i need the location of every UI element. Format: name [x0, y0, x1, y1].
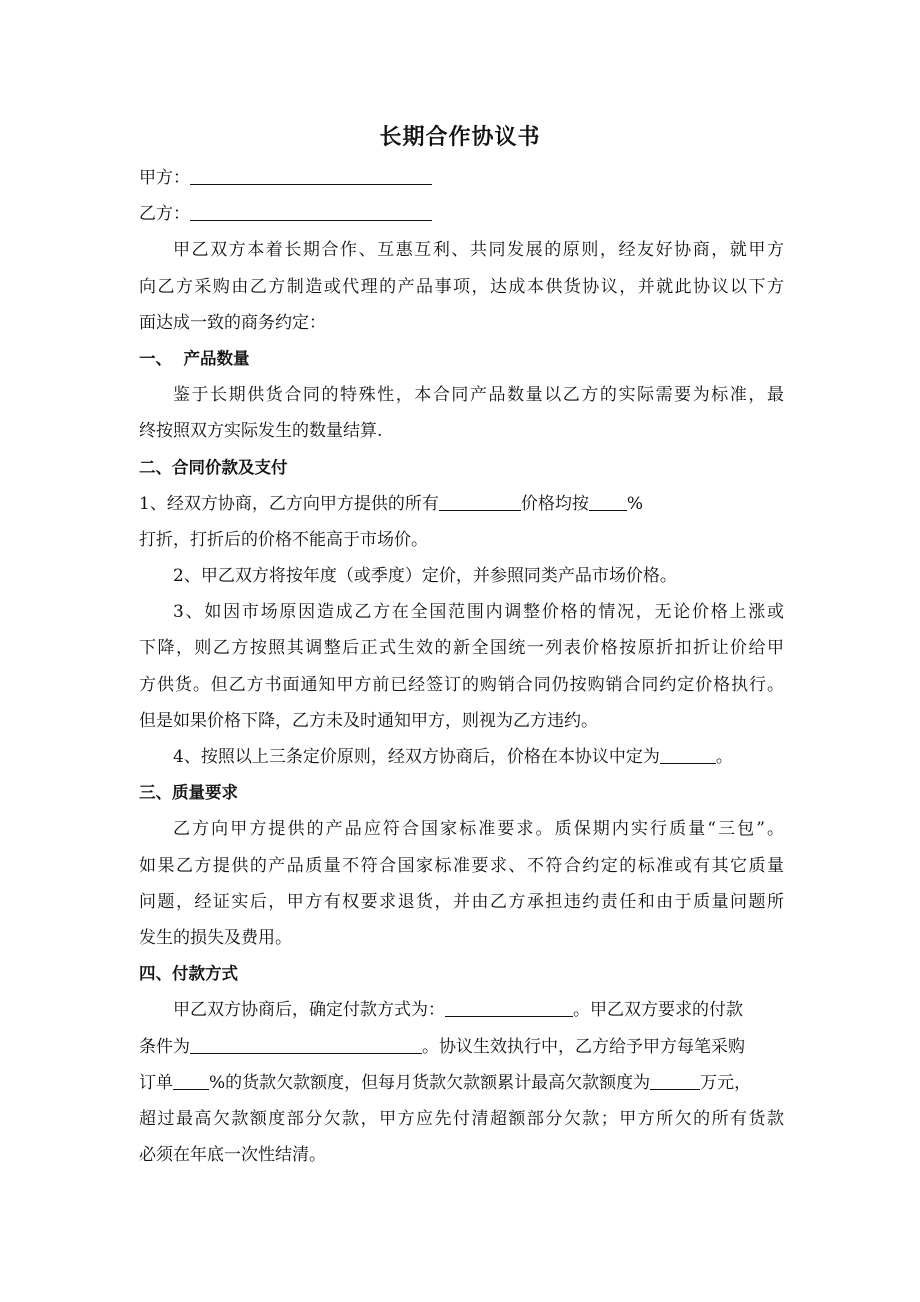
clause-text: %的货款欠款额度，但每月货款欠款额累计最高欠款额度为 [209, 1072, 651, 1093]
clause-text: 。甲乙双方要求的付款 [573, 1000, 743, 1021]
document-title: 长期合作协议书 [379, 125, 541, 150]
payment-line-5: 必须在年底一次性结清。 [139, 1145, 326, 1166]
discount-blank[interactable] [589, 488, 627, 511]
payment-line-2 [139, 1029, 784, 1065]
section-heading-price: 二、合同价款及支付 [139, 457, 288, 477]
price-clause-1 [139, 486, 784, 522]
party-a-blank[interactable] [190, 162, 432, 185]
intro-line: 面达成一致的商务约定： [139, 312, 326, 333]
max-credit-blank[interactable] [650, 1067, 700, 1090]
intro-line: 甲乙双方本着长期合作、互惠互利、共同发展的原则，经友好协商，就甲方 [173, 240, 784, 261]
clause-text: 。 [715, 747, 733, 767]
document-body [139, 160, 784, 1173]
credit-percent-blank[interactable] [173, 1067, 209, 1090]
paragraph-line: 终按照双方实际发生的数量结算. [139, 421, 383, 442]
paragraph-line: 鉴于长期供货合同的特殊性，本合同产品数量以乙方的实际需要为标准，最 [173, 385, 784, 406]
party-b-label: 乙方： [139, 204, 190, 225]
price-clause-2: 2、甲乙双方将按年度（或季度）定价，并参照同类产品市场价格。 [173, 566, 677, 587]
payment-line-1 [139, 992, 784, 1028]
clause-text: 万元， [700, 1072, 752, 1093]
section-heading-quantity: 一、 产品数量 [139, 348, 250, 368]
clause-text: 。协议生效执行中，乙方给予甲方每笔采购 [422, 1036, 745, 1057]
party-a-label: 甲方： [139, 168, 190, 188]
paragraph-line: 发生的损失及费用。 [139, 927, 292, 948]
party-b-line [139, 196, 784, 232]
clause-text: 4、按照以上三条定价原则，经双方协商后，价格在本协议中定为 [173, 747, 660, 767]
price-clause-3-line: 方供货。但乙方书面通知甲方前已经签订的购销合同仍按购销合同约定价格执行。 [139, 674, 784, 695]
payment-line-4: 超过最高欠款额度部分欠款，甲方应先付清超额部分欠款；甲方所欠的所有货款 [139, 1108, 784, 1129]
paragraph-line: 打折，打折后的价格不能高于市场价。 [139, 529, 428, 550]
price-blank[interactable] [660, 741, 716, 764]
payment-method-blank[interactable] [445, 994, 573, 1017]
section-heading-quality: 三、质量要求 [139, 783, 238, 803]
price-clause-3-line: 3、如因市场原因造成乙方在全国范围内调整价格的情况，无论价格上涨或 [173, 602, 784, 623]
percent-sign: % [626, 493, 643, 514]
payment-condition-blank[interactable] [190, 1031, 422, 1054]
product-blank[interactable] [439, 488, 521, 511]
paragraph-line: 乙方向甲方提供的产品应符合国家标准要求。质保期内实行质量“三包”。 [173, 819, 784, 840]
price-clause-4 [139, 739, 784, 775]
price-clause-3-line: 但是如果价格下降，乙方未及时通知甲方，则视为乙方违约。 [139, 710, 598, 731]
clause-text: 条件为 [139, 1036, 190, 1057]
party-a-line [139, 160, 784, 196]
paragraph-line: 问题，经证实后，甲方有权要求退货，并由乙方承担违约责任和由于质量问题所 [139, 891, 784, 912]
clause-text: 订单 [139, 1072, 173, 1093]
section-heading-payment: 四、付款方式 [139, 964, 238, 984]
clause-text: 1、经双方协商，乙方向甲方提供的所有 [139, 493, 439, 514]
intro-line: 向乙方采购由乙方制造或代理的产品事项，达成本供货协议，并就此协议以下方 [139, 276, 784, 297]
price-clause-3-line: 下降，则乙方按照其调整后正式生效的新全国统一列表价格按原折扣折让价给甲 [139, 638, 784, 659]
clause-text: 价格均按 [520, 493, 589, 514]
paragraph-line: 如果乙方提供的产品质量不符合国家标准要求、不符合约定的标准或有其它质量 [139, 855, 784, 876]
clause-text: 甲乙双方协商后，确定付款方式为： [173, 1000, 445, 1021]
payment-line-3 [139, 1065, 784, 1101]
party-b-blank[interactable] [190, 198, 432, 221]
